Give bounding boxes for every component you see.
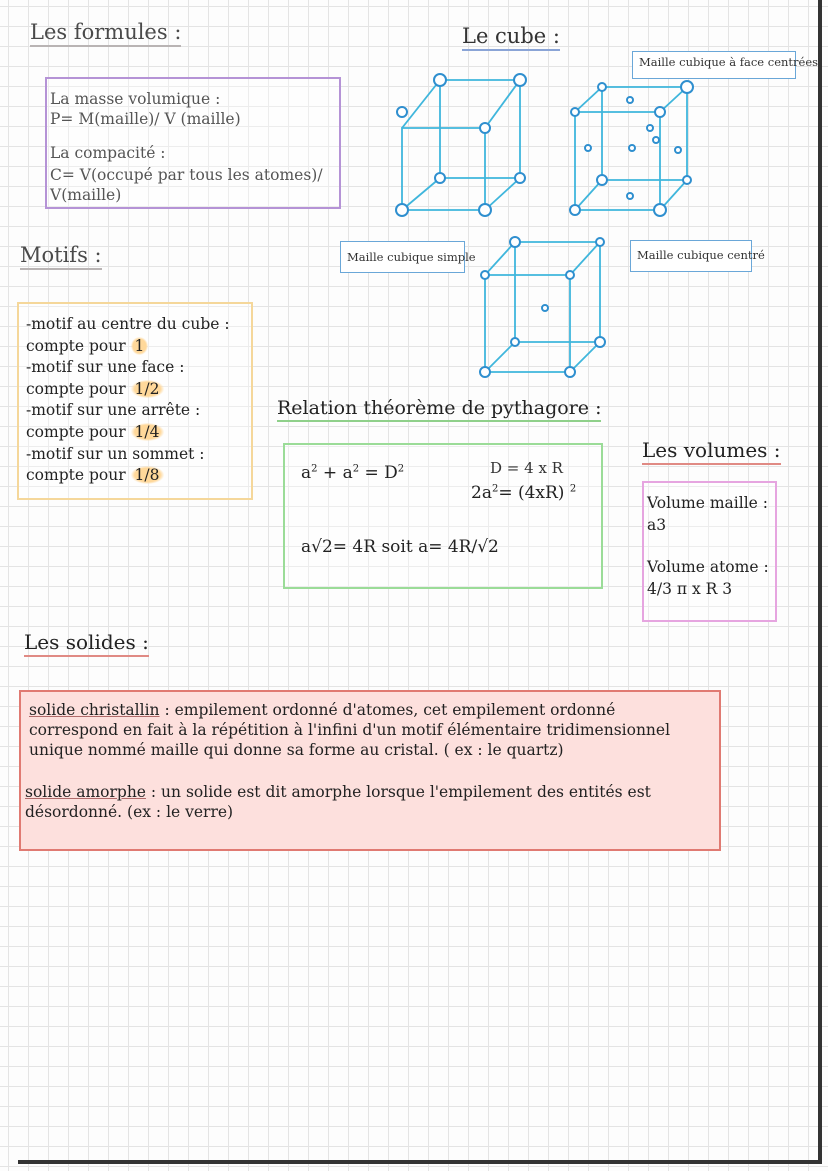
cube-title: Le cube :	[462, 24, 560, 48]
motif-line: compte pour 1	[26, 336, 251, 358]
formules-box	[45, 77, 341, 209]
cubes-drawing	[380, 60, 710, 380]
page-bottom-border	[18, 1160, 822, 1164]
pythagore-box	[283, 443, 603, 589]
page-right-border	[818, 0, 822, 1164]
motif-line: -motif sur un sommet :	[26, 444, 205, 463]
motif-line: compte pour 1/2	[26, 379, 251, 401]
pythagore-eq1: $a^2 + a^2 = D^2$	[301, 463, 405, 483]
masse-label: La masse volumique :	[50, 90, 221, 108]
motif-line: -motif sur une arrête :	[26, 401, 201, 420]
compacite-label: La compacité :	[50, 144, 166, 162]
term-cristallin: solide christallin	[29, 701, 160, 719]
volume-atome-value: 4/3 π x R 3	[647, 580, 733, 598]
label-fcc: Maille cubique à face centrées	[632, 51, 796, 79]
motif-line: compte pour 1/4	[26, 422, 251, 444]
pythagore-eq3: $2a^2= (4xR)$ $^2$	[471, 483, 577, 503]
formules-title: Les formules :	[30, 20, 181, 44]
term-amorphe: solide amorphe	[25, 783, 146, 801]
simple-cube	[402, 80, 520, 210]
compacite-line2: V(maille)	[50, 186, 122, 204]
volume-atome-label: Volume atome :	[647, 558, 769, 576]
volumes-title: Les volumes :	[642, 438, 781, 462]
pythagore-eq4: a√2= 4R soit a= 4R/√2	[301, 537, 499, 557]
motif-line: compte pour 1/8	[26, 465, 251, 487]
volume-maille-label: Volume maille :	[647, 494, 768, 512]
volume-maille-value: a3	[647, 516, 667, 534]
pythagore-title: Relation théorème de pythagore :	[277, 397, 601, 419]
solide-amorphe: solide amorphe : un solide est dit amorphe lorsque l'empilement des entités est désordonné. (ex : le verre)	[25, 783, 651, 821]
compacite-line1: C= V(occupé par tous les atomes)/	[50, 166, 323, 184]
volumes-box	[642, 481, 777, 622]
solides-box	[19, 690, 721, 851]
label-simple: Maille cubique simple	[340, 241, 465, 273]
motif-line: -motif au centre du cube :	[26, 315, 230, 333]
motifs-title: Motifs :	[20, 243, 102, 267]
pythagore-eq2: D = 4 x R	[490, 459, 563, 477]
motifs-box	[17, 302, 253, 500]
solides-title: Les solides :	[24, 630, 149, 654]
masse-formula: P= M(maille)/ V (maille)	[50, 110, 241, 128]
motifs-list	[26, 314, 251, 487]
solide-cristallin: solide christallin : empilement ordonné d'atomes, cet empilement ordonné correspond en fait à la répétition à l'infini d'un motif élémentaire tridimensionnel unique nommé maille qui donne sa forme au cristal. ( ex : le quartz)	[29, 701, 671, 759]
label-centre: Maille cubique centré	[630, 240, 752, 272]
motif-line: -motif sur une face :	[26, 358, 185, 377]
